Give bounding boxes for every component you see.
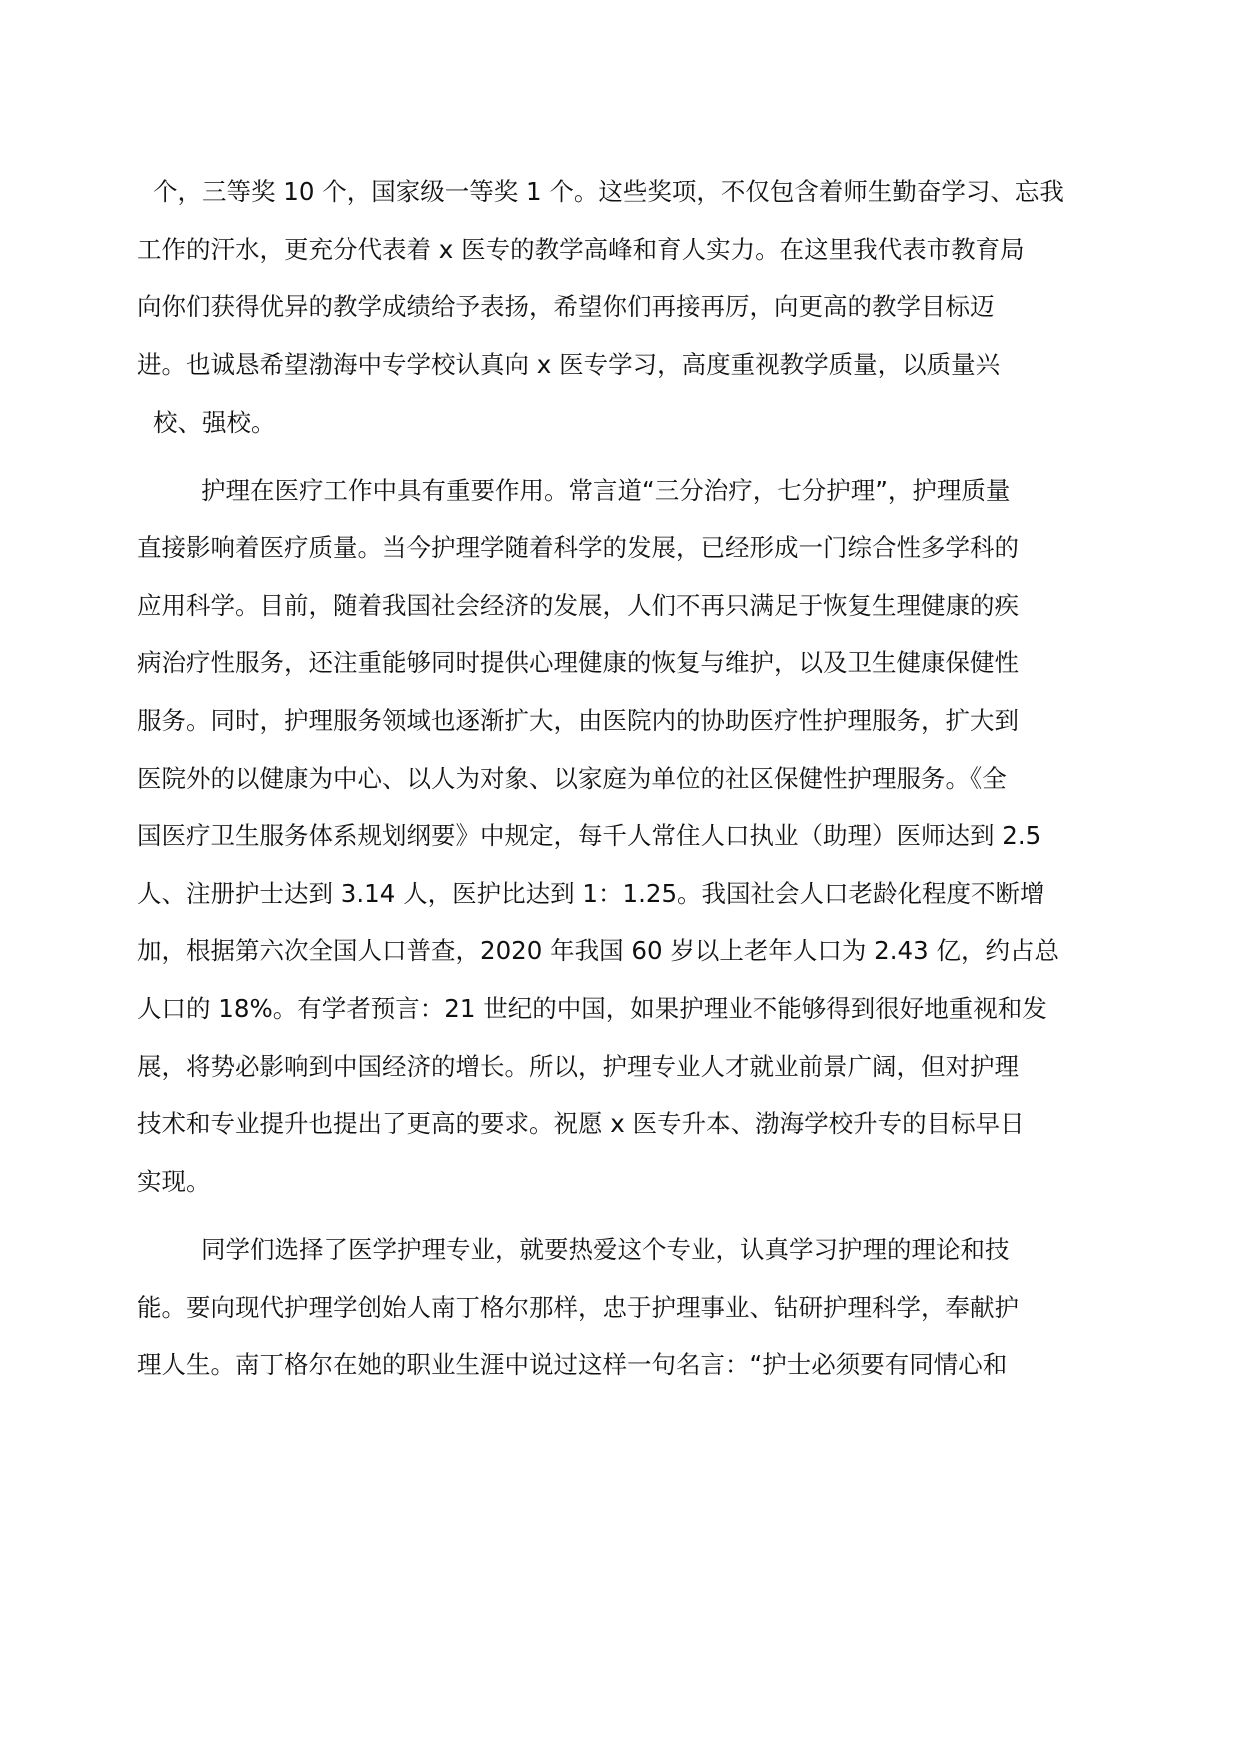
text-line-16: 展，将势必影响到中国经济的增长。所以，护理专业人才就业前景广阔，但对护理 (137, 1052, 1019, 1081)
text-line-15: 人口的 18%。有学者预言：21 世纪的中国，如果护理业不能够得到很好地重视和发 (137, 994, 1047, 1023)
text-line-21: 理人生。南丁格尔在她的职业生涯中说过这样一句名言：“护士必须要有同情心和 (137, 1350, 1008, 1379)
text-line-13: 人、注册护士达到 3.14 人，医护比达到 1：1.25。我国社会人口老龄化程度不断增 (137, 879, 1045, 908)
text-line-7: 直接影响着医疗质量。当今护理学随着科学的发展，已经形成一门综合性多学科的 (137, 533, 1019, 562)
text-line-1: 个，三等奖 10 个，国家级一等奖 1 个。这些奖项，不仅包含着师生勤奋学习、忘我 (153, 177, 1064, 206)
text-line-6: 护理在医疗工作中具有重要作用。常言道“三分治疗，七分护理”，护理质量 (201, 476, 1011, 505)
text-line-20: 能。要向现代护理学创始人南丁格尔那样，忠于护理事业、钻研护理科学，奉献护 (137, 1293, 1019, 1322)
text-line-14: 加，根据第六次全国人口普查，2020 年我国 60 岁以上老年人口为 2.43 亿，约占总 (137, 936, 1060, 965)
text-line-17: 技术和专业提升也提出了更高的要求。祝愿 x 医专升本、渤海学校升专的目标早日 (137, 1109, 1025, 1138)
text-line-18: 实现。 (137, 1167, 211, 1196)
text-line-4: 进。也诚恳希望渤海中专学校认真向 x 医专学习，高度重视教学质量，以质量兴 (137, 350, 1001, 379)
text-line-10: 服务。同时，护理服务领域也逐渐扩大，由医院内的协助医疗性护理服务，扩大到 (137, 706, 1019, 735)
text-line-5: 校、强校。 (153, 408, 276, 437)
text-line-19: 同学们选择了医学护理专业，就要热爱这个专业，认真学习护理的理论和技 (201, 1235, 1010, 1264)
text-line-3: 向你们获得优异的教学成绩给予表扬，希望你们再接再厉，向更高的教学目标迈 (137, 292, 995, 321)
text-line-9: 病治疗性服务，还注重能够同时提供心理健康的恢复与维护，以及卫生健康保健性 (137, 648, 1019, 677)
text-line-2: 工作的汗水，更充分代表着 x 医专的教学高峰和育人实力。在这里我代表市教育局 (137, 235, 1025, 264)
text-line-12: 国医疗卫生服务体系规划纲要》中规定，每千人常住人口执业（助理）医师达到 2.5 (137, 821, 1042, 850)
text-line-8: 应用科学。目前，随着我国社会经济的发展，人们不再只满足于恢复生理健康的疾 (137, 591, 1019, 620)
text-line-11: 医院外的以健康为中心、以人为对象、以家庭为单位的社区保健性护理服务。《全 (137, 764, 1007, 793)
